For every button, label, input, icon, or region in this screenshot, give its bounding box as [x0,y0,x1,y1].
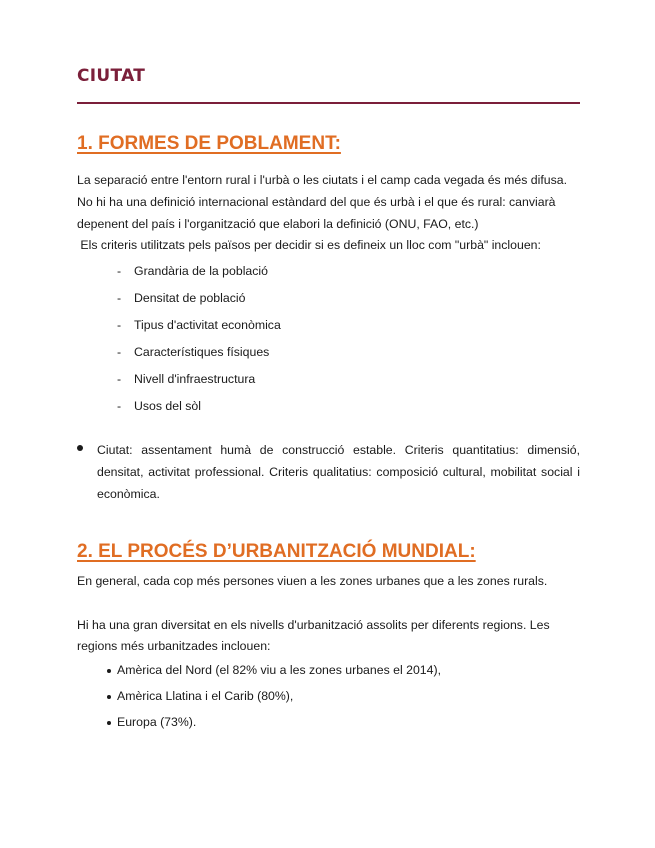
section1-paragraph-line-3: depenent del país i l'organització que elabori la definició (ONU, FAO, etc.) [77,217,479,231]
regions-list [107,661,441,739]
section1-paragraph-line-4: Els criteris utilitzats pels països per decidir si es defineix un lloc com "urbà" inclouen: [77,238,541,252]
bullet-icon [107,669,111,673]
document-title: CIUTAT [77,66,146,86]
criteria-item-text: Nivell d'infraestructura [134,372,256,386]
criteria-list [117,262,281,424]
criteria-item-text: Grandària de la població [134,264,268,278]
section1-paragraph-line-2: No hi ha una definició internacional estàndard del que és urbà i el que és rural: canviarà [77,195,556,209]
city-definition-text: Ciutat: assentament humà de construcció estable. Criteris quantitatius: dimensió, densitat, activitat professional. Criteris qualitatius: composició cultural, mobilitat social i econòmica. [97,443,580,501]
title-divider [77,102,580,104]
criteria-item-text: Usos del sòl [134,399,201,413]
list-item [117,316,281,343]
list-item [117,397,281,424]
list-item [107,687,441,713]
section1-paragraph-line-1: La separació entre l'entorn rural i l'urbà o les ciutats i el camp cada vegada és més difusa. [77,173,568,187]
section2-paragraph-line-2: regions més urbanitzades inclouen: [77,639,271,653]
section2-paragraph-line-1: Hi ha una gran diversitat en els nivells d'urbanització assolits per diferents regions. Les [77,618,550,632]
city-definition-bullet [77,439,580,505]
dash-marker: - [117,372,122,386]
list-item [117,289,281,316]
region-item-text: Amèrica Llatina i el Carib (80%), [117,689,294,703]
criteria-item-text: Densitat de població [134,291,246,305]
criteria-item-text: Característiques físiques [134,345,270,359]
criteria-item-text: Tipus d'activitat econòmica [134,318,281,332]
dash-marker: - [117,264,122,278]
list-item [117,343,281,370]
section1-heading: 1. FORMES DE POBLAMENT: [77,133,341,154]
list-item [117,262,281,289]
list-item [107,713,441,739]
bullet-icon [77,445,83,451]
dash-marker: - [117,318,122,332]
list-item [117,370,281,397]
region-item-text: Europa (73%). [117,715,197,729]
bullet-icon [107,721,111,725]
dash-marker: - [117,291,122,305]
section2-heading: 2. EL PROCÉS D’URBANITZACIÓ MUNDIAL: [77,541,476,562]
dash-marker: - [117,399,122,413]
region-item-text: Amèrica del Nord (el 82% viu a les zones urbanes el 2014), [117,663,441,677]
list-item [107,661,441,687]
bullet-icon [107,695,111,699]
section2-intro: En general, cada cop més persones viuen a les zones urbanes que a les zones rurals. [77,574,548,588]
dash-marker: - [117,345,122,359]
